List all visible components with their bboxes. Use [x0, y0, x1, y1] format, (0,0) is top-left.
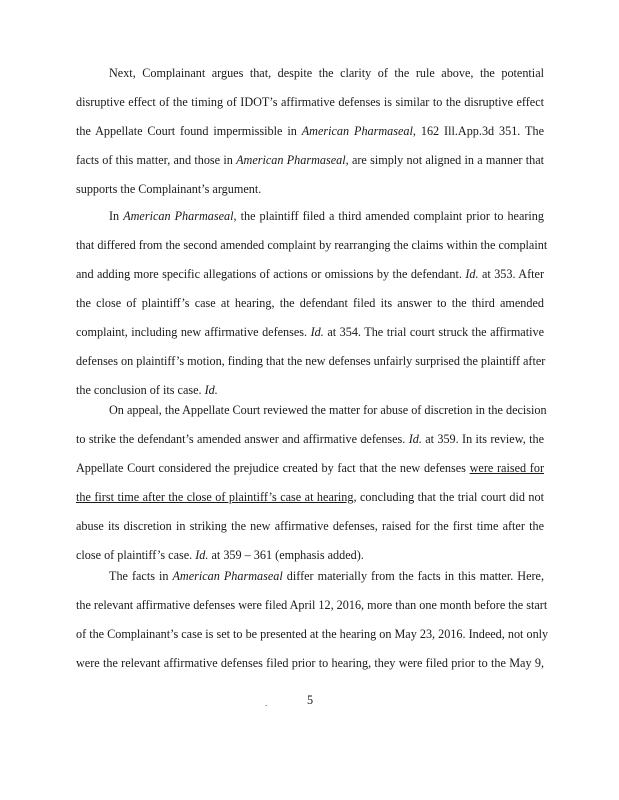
page-number: 5 [306, 693, 314, 707]
paragraph-4 [76, 562, 549, 678]
case-name: American Pharmaseal [123, 209, 234, 223]
text-line: In American Pharmaseal, the plaintiff filed a third amended complaint prior to hearing [109, 209, 544, 223]
citation-id: Id. [195, 548, 209, 562]
text-line: were the relevant affirmative defenses filed prior to hearing, they were filed prior to the May 9, [76, 656, 544, 670]
text-line: that differed from the second amended complaint by rearranging the claims within the complaint [76, 238, 548, 252]
case-name: American Pharmaseal [301, 124, 413, 138]
citation-id: Id. [204, 383, 218, 397]
citation-id: Id. [310, 325, 324, 339]
text-line: the conclusion of its case. Id. [76, 383, 218, 397]
text-line: Next, Complainant argues that, despite the clarity of the rule above, the potential [109, 66, 544, 80]
citation-id: Id. [408, 432, 422, 446]
text-line: defenses on plaintiff’s motion, finding that the new defenses unfairly surprised the plaintiff after [76, 354, 546, 368]
text-line: supports the Complainant’s argument. [76, 182, 262, 196]
text-line: disruptive effect of the timing of IDOT’s affirmative defenses is similar to the disruptive effect [76, 95, 544, 109]
text-line: complaint, including new affirmative defenses. Id. at 354. The trial court struck the affirmative [76, 325, 544, 339]
text-line: abuse its discretion in striking the new affirmative defenses, raised for the first time after the [76, 519, 544, 533]
text-line: the close of plaintiff’s case at hearing, the defendant filed its answer to the third amended [76, 296, 544, 310]
paragraph-2 [76, 202, 548, 405]
text-line: The facts in American Pharmaseal differ materially from the facts in this matter. Here, [109, 569, 544, 583]
text-line: On appeal, the Appellate Court reviewed the matter for abuse of discretion in the decision [109, 403, 547, 417]
text-line: to strike the defendant’s amended answer and affirmative defenses. Id. at 359. In its review, the [76, 432, 545, 446]
text-line: the relevant affirmative defenses were filed April 12, 2016, more than one month before the start [76, 598, 548, 612]
text-line: facts of this matter, and those in American Pharmaseal, are simply not aligned in a manner that [76, 153, 544, 167]
underlined-emphasis: the first time after the close of plaintiff’s case at hearing [76, 490, 354, 504]
text-line: close of plaintiff’s case. Id. at 359 – 361 (emphasis added). [76, 548, 364, 562]
case-name: American Pharmaseal [236, 153, 346, 167]
text-line: the Appellate Court found impermissible in American Pharmaseal, 162 Ill.App.3d 351. The [76, 124, 544, 138]
paragraph-1 [76, 59, 544, 204]
text-line: Appellate Court considered the prejudice created by fact that the new defenses were raised for [76, 461, 544, 475]
paragraph-3 [76, 396, 547, 570]
scan-mark: . [265, 698, 268, 708]
underlined-emphasis: were raised for [469, 461, 544, 475]
citation-id: Id. [465, 267, 479, 281]
case-name: American Pharmaseal [172, 569, 283, 583]
text-line: of the Complainant’s case is set to be presented at the hearing on May 23, 2016. Indeed, not only [76, 627, 549, 641]
text-line: the first time after the close of plaintiff’s case at hearing, concluding that the trial court did not [76, 490, 544, 504]
text-line: and adding more specific allegations of actions or omissions by the defendant. Id. at 353. After [76, 267, 544, 281]
